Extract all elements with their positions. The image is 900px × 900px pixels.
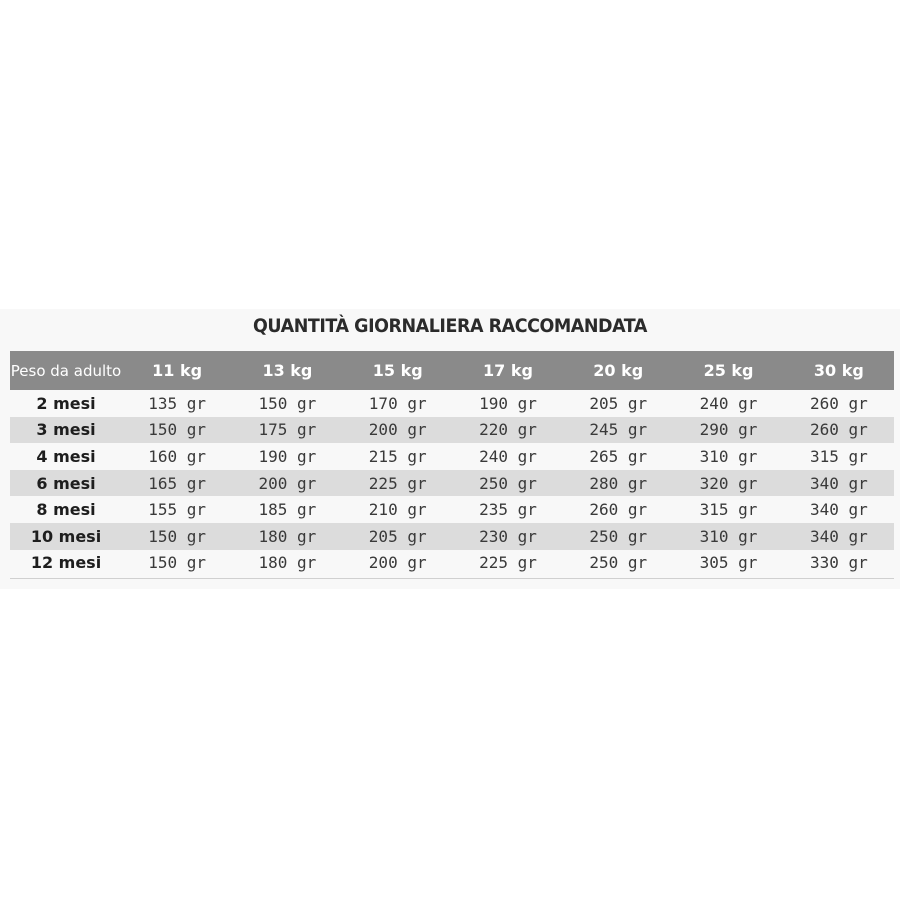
table-cell: 250 gr — [589, 526, 648, 546]
table-cell: 315 gr — [699, 500, 758, 520]
table-cell: 185 gr — [258, 500, 317, 520]
table-cell: 150 gr — [148, 553, 207, 573]
row-age-label: 10 mesi — [30, 526, 102, 546]
table-cell: 165 gr — [148, 473, 207, 493]
row-age-label: 6 mesi — [36, 473, 96, 493]
table-cell: 235 gr — [479, 500, 537, 520]
table-cell: 190 gr — [258, 446, 317, 466]
table-cell: 170 gr — [368, 393, 427, 413]
table-row — [10, 443, 894, 470]
table-cell: 225 gr — [479, 553, 537, 573]
header-adult-weight: Peso da adulto — [10, 361, 122, 380]
table-cell: 205 gr — [368, 526, 427, 546]
table-cell: 260 gr — [589, 500, 648, 520]
table-cell: 210 gr — [368, 500, 427, 520]
table-cell: 225 gr — [368, 473, 427, 493]
table-cell: 180 gr — [258, 553, 317, 573]
table-cell: 260 gr — [809, 393, 868, 413]
table-row — [10, 550, 894, 577]
table-cell: 250 gr — [479, 473, 537, 493]
table-cell: 135 gr — [148, 393, 207, 413]
table-cell: 310 gr — [699, 446, 758, 466]
table-cell: 160 gr — [148, 446, 207, 466]
table-cell: 315 gr — [809, 446, 868, 466]
table-cell: 175 gr — [258, 420, 317, 440]
table-cell: 220 gr — [479, 420, 537, 440]
table-cell: 215 gr — [368, 446, 427, 466]
row-age-label: 8 mesi — [36, 500, 96, 520]
table-cell: 240 gr — [479, 446, 537, 466]
table-cell: 205 gr — [589, 393, 648, 413]
table-cell: 265 gr — [589, 446, 648, 466]
table-cell: 180 gr — [258, 526, 317, 546]
table-cell: 200 gr — [368, 420, 427, 440]
header-weight: 30 kg — [813, 361, 864, 380]
header-weight: 17 kg — [483, 361, 533, 380]
table-cell: 245 gr — [589, 420, 648, 440]
table-row — [10, 496, 894, 523]
header-weight: 11 kg — [152, 361, 203, 380]
table-cell: 340 gr — [809, 526, 868, 546]
table-header-row — [10, 351, 894, 390]
table-cell: 340 gr — [809, 500, 868, 520]
row-age-label: 3 mesi — [36, 420, 96, 440]
table-cell: 290 gr — [699, 420, 758, 440]
row-age-label: 12 mesi — [30, 553, 102, 573]
header-weight: 15 kg — [372, 361, 423, 380]
table-cell: 320 gr — [699, 473, 758, 493]
table-cell: 190 gr — [479, 393, 537, 413]
feeding-table — [10, 351, 894, 576]
table-cell: 250 gr — [589, 553, 648, 573]
header-weight: 13 kg — [262, 361, 313, 380]
table-cell: 200 gr — [368, 553, 427, 573]
header-weight: 20 kg — [593, 361, 644, 380]
table-cell: 150 gr — [148, 526, 207, 546]
row-age-label: 2 mesi — [36, 393, 96, 413]
table-cell: 240 gr — [699, 393, 758, 413]
table-row — [10, 390, 894, 417]
table-cell: 305 gr — [699, 553, 758, 573]
header-weight: 25 kg — [703, 361, 754, 380]
table-row — [10, 523, 894, 550]
table-cell: 310 gr — [699, 526, 758, 546]
table-bottom-divider — [10, 578, 894, 579]
table-cell: 230 gr — [479, 526, 537, 546]
table-cell: 150 gr — [148, 420, 207, 440]
table-cell: 155 gr — [148, 500, 207, 520]
table-cell: 330 gr — [809, 553, 868, 573]
table-cell: 340 gr — [809, 473, 868, 493]
row-age-label: 4 mesi — [36, 446, 96, 466]
table-row — [10, 417, 894, 444]
table-cell: 280 gr — [589, 473, 648, 493]
table-row — [10, 470, 894, 497]
table-cell: 260 gr — [809, 420, 868, 440]
table-cell: 150 gr — [258, 393, 317, 413]
table-cell: 200 gr — [258, 473, 317, 493]
table-title: QUANTITÀ GIORNALIERA RACCOMANDATA — [253, 315, 647, 337]
